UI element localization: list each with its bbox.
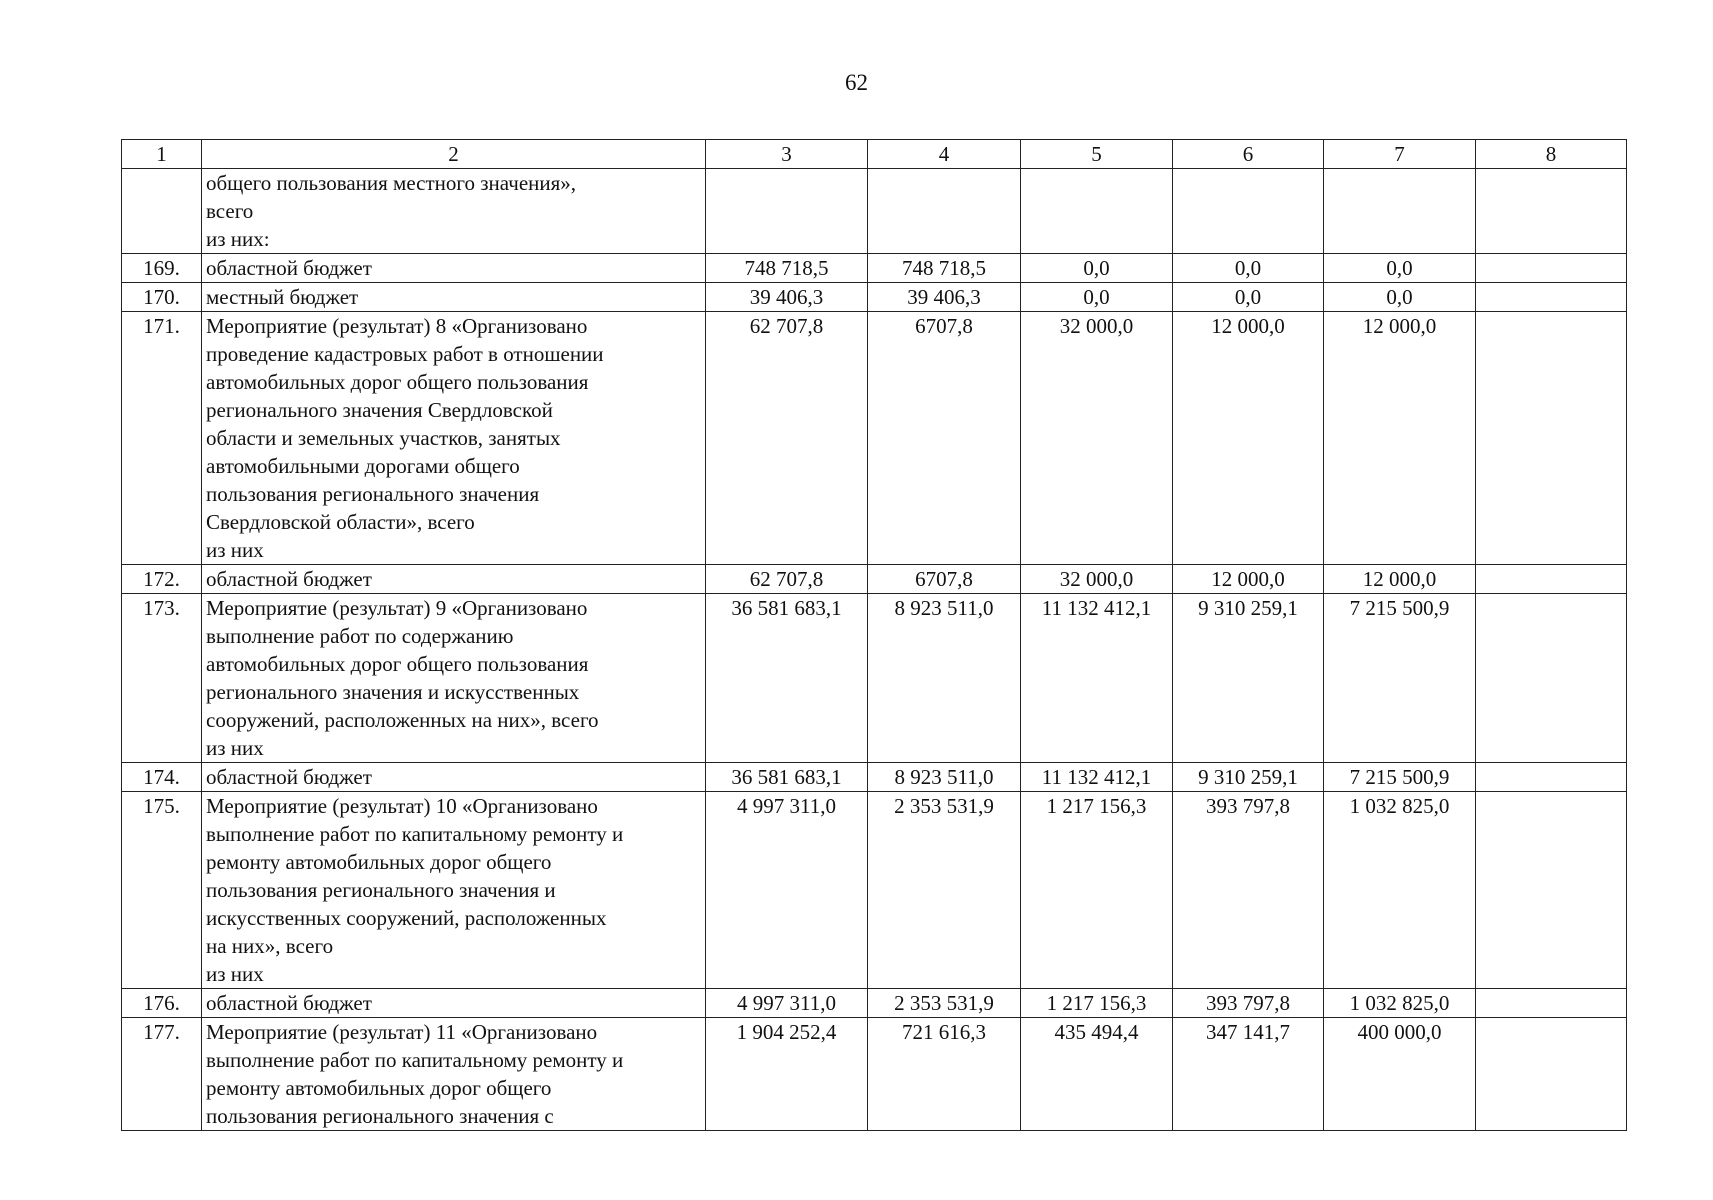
value-col-5: 32 000,0 bbox=[1021, 565, 1173, 594]
table-body bbox=[122, 169, 1627, 1131]
value-col-8 bbox=[1476, 792, 1627, 989]
value-col-5: 11 132 412,1 bbox=[1021, 594, 1173, 763]
description-line: искусственных сооружений, расположенных bbox=[206, 906, 607, 930]
row-description bbox=[202, 254, 706, 283]
table-row bbox=[122, 594, 1627, 763]
page-number: 62 bbox=[845, 70, 868, 95]
description-line: Свердловской области», всего bbox=[206, 510, 475, 534]
value-col-7: 0,0 bbox=[1324, 254, 1476, 283]
value-col-3: 748 718,5 bbox=[706, 254, 868, 283]
header-cell-1: 1 bbox=[122, 140, 202, 169]
row-description bbox=[202, 763, 706, 792]
row-number: 170. bbox=[122, 283, 202, 312]
value-col-8 bbox=[1476, 763, 1627, 792]
row-number: 176. bbox=[122, 989, 202, 1018]
value-col-6: 12 000,0 bbox=[1173, 312, 1324, 565]
value-col-4: 8 923 511,0 bbox=[868, 763, 1021, 792]
row-number: 171. bbox=[122, 312, 202, 565]
description-line: автомобильных дорог общего пользования bbox=[206, 652, 589, 676]
value-col-5 bbox=[1021, 169, 1173, 254]
value-col-5: 1 217 156,3 bbox=[1021, 989, 1173, 1018]
header-cell-8: 8 bbox=[1476, 140, 1627, 169]
value-col-8 bbox=[1476, 254, 1627, 283]
description-line: областной бюджет bbox=[206, 567, 372, 591]
header-cell-6: 6 bbox=[1173, 140, 1324, 169]
value-col-3: 36 581 683,1 bbox=[706, 594, 868, 763]
header-cell-3: 3 bbox=[706, 140, 868, 169]
description-line: пользования регионального значения и bbox=[206, 878, 556, 902]
row-number bbox=[122, 169, 202, 254]
header-cell-2: 2 bbox=[202, 140, 706, 169]
row-number: 172. bbox=[122, 565, 202, 594]
value-col-6: 0,0 bbox=[1173, 283, 1324, 312]
value-col-4: 748 718,5 bbox=[868, 254, 1021, 283]
value-col-4: 2 353 531,9 bbox=[868, 792, 1021, 989]
description-line: пользования регионального значения с bbox=[206, 1104, 554, 1128]
row-description bbox=[202, 283, 706, 312]
value-col-3: 36 581 683,1 bbox=[706, 763, 868, 792]
description-line: области и земельных участков, занятых bbox=[206, 426, 561, 450]
value-col-3: 1 904 252,4 bbox=[706, 1018, 868, 1131]
description-line: областной бюджет bbox=[206, 256, 372, 280]
value-col-4: 6707,8 bbox=[868, 312, 1021, 565]
value-col-8 bbox=[1476, 169, 1627, 254]
value-col-5: 11 132 412,1 bbox=[1021, 763, 1173, 792]
value-col-8 bbox=[1476, 283, 1627, 312]
row-number: 177. bbox=[122, 1018, 202, 1131]
value-col-3 bbox=[706, 169, 868, 254]
row-description bbox=[202, 989, 706, 1018]
header-row bbox=[122, 140, 1627, 169]
value-col-5: 0,0 bbox=[1021, 254, 1173, 283]
row-number: 174. bbox=[122, 763, 202, 792]
value-col-3: 62 707,8 bbox=[706, 565, 868, 594]
value-col-6 bbox=[1173, 169, 1324, 254]
description-line: ремонту автомобильных дорог общего bbox=[206, 850, 552, 874]
description-line: на них», всего bbox=[206, 934, 334, 958]
description-line: автомобильных дорог общего пользования bbox=[206, 370, 589, 394]
value-col-4: 721 616,3 bbox=[868, 1018, 1021, 1131]
value-col-6: 9 310 259,1 bbox=[1173, 594, 1324, 763]
description-line: всего bbox=[206, 199, 254, 223]
value-col-4: 2 353 531,9 bbox=[868, 989, 1021, 1018]
description-line: Мероприятие (результат) 11 «Организовано bbox=[206, 1020, 598, 1044]
value-col-7: 400 000,0 bbox=[1324, 1018, 1476, 1131]
value-col-7: 12 000,0 bbox=[1324, 565, 1476, 594]
row-description bbox=[202, 1018, 706, 1131]
value-col-7: 0,0 bbox=[1324, 283, 1476, 312]
description-line: выполнение работ по содержанию bbox=[206, 624, 514, 648]
description-line: из них bbox=[206, 736, 264, 760]
value-col-6: 0,0 bbox=[1173, 254, 1324, 283]
value-col-4: 39 406,3 bbox=[868, 283, 1021, 312]
value-col-4: 6707,8 bbox=[868, 565, 1021, 594]
description-line: автомобильными дорогами общего bbox=[206, 454, 520, 478]
value-col-5: 435 494,4 bbox=[1021, 1018, 1173, 1131]
row-number: 173. bbox=[122, 594, 202, 763]
value-col-7: 12 000,0 bbox=[1324, 312, 1476, 565]
table-row bbox=[122, 763, 1627, 792]
description-line: сооружений, расположенных на них», всего bbox=[206, 708, 599, 732]
value-col-5: 0,0 bbox=[1021, 283, 1173, 312]
description-line: выполнение работ по капитальному ремонту и bbox=[206, 822, 624, 846]
row-description bbox=[202, 792, 706, 989]
description-line: пользования регионального значения bbox=[206, 482, 540, 506]
description-line: областной бюджет bbox=[206, 991, 372, 1015]
row-description bbox=[202, 169, 706, 254]
description-line: регионального значения Свердловской bbox=[206, 398, 553, 422]
value-col-8 bbox=[1476, 989, 1627, 1018]
header-cell-7: 7 bbox=[1324, 140, 1476, 169]
description-line: Мероприятие (результат) 9 «Организовано bbox=[206, 596, 588, 620]
table-row bbox=[122, 565, 1627, 594]
description-line: ремонту автомобильных дорог общего bbox=[206, 1076, 552, 1100]
description-line: Мероприятие (результат) 8 «Организовано bbox=[206, 314, 588, 338]
row-description bbox=[202, 565, 706, 594]
budget-table bbox=[121, 139, 1627, 1131]
value-col-7: 1 032 825,0 bbox=[1324, 792, 1476, 989]
row-description bbox=[202, 594, 706, 763]
value-col-6: 393 797,8 bbox=[1173, 989, 1324, 1018]
description-line: областной бюджет bbox=[206, 765, 372, 789]
description-line: из них bbox=[206, 962, 264, 986]
description-line: регионального значения и искусственных bbox=[206, 680, 580, 704]
value-col-4: 8 923 511,0 bbox=[868, 594, 1021, 763]
value-col-7: 1 032 825,0 bbox=[1324, 989, 1476, 1018]
value-col-4 bbox=[868, 169, 1021, 254]
table-row bbox=[122, 312, 1627, 565]
table-row bbox=[122, 283, 1627, 312]
value-col-5: 32 000,0 bbox=[1021, 312, 1173, 565]
header-cell-4: 4 bbox=[868, 140, 1021, 169]
value-col-7: 7 215 500,9 bbox=[1324, 763, 1476, 792]
value-col-6: 393 797,8 bbox=[1173, 792, 1324, 989]
value-col-8 bbox=[1476, 594, 1627, 763]
value-col-5: 1 217 156,3 bbox=[1021, 792, 1173, 989]
value-col-8 bbox=[1476, 1018, 1627, 1131]
value-col-3: 4 997 311,0 bbox=[706, 989, 868, 1018]
table-row bbox=[122, 169, 1627, 254]
value-col-8 bbox=[1476, 312, 1627, 565]
description-line: проведение кадастровых работ в отношении bbox=[206, 342, 604, 366]
row-number: 169. bbox=[122, 254, 202, 283]
value-col-3: 4 997 311,0 bbox=[706, 792, 868, 989]
description-line: местный бюджет bbox=[206, 285, 359, 309]
table-row bbox=[122, 1018, 1627, 1131]
value-col-6: 9 310 259,1 bbox=[1173, 763, 1324, 792]
row-description bbox=[202, 312, 706, 565]
value-col-8 bbox=[1476, 565, 1627, 594]
description-line: общего пользования местного значения», bbox=[206, 171, 577, 195]
description-line: из них: bbox=[206, 227, 270, 251]
row-number: 175. bbox=[122, 792, 202, 989]
table-row bbox=[122, 792, 1627, 989]
table-row bbox=[122, 254, 1627, 283]
header-cell-5: 5 bbox=[1021, 140, 1173, 169]
description-line: выполнение работ по капитальному ремонту и bbox=[206, 1048, 624, 1072]
value-col-3: 39 406,3 bbox=[706, 283, 868, 312]
description-line: Мероприятие (результат) 10 «Организовано bbox=[206, 794, 598, 818]
value-col-7: 7 215 500,9 bbox=[1324, 594, 1476, 763]
value-col-6: 12 000,0 bbox=[1173, 565, 1324, 594]
value-col-6: 347 141,7 bbox=[1173, 1018, 1324, 1131]
description-line: из них bbox=[206, 538, 264, 562]
value-col-7 bbox=[1324, 169, 1476, 254]
table-row bbox=[122, 989, 1627, 1018]
value-col-3: 62 707,8 bbox=[706, 312, 868, 565]
